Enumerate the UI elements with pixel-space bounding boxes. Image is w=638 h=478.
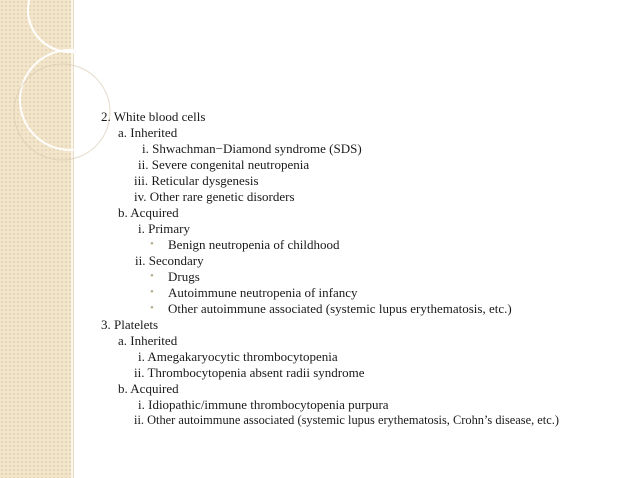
item-secondary: ii. Secondary <box>135 253 204 268</box>
item-white-blood-cells: 2. White blood cells <box>101 109 206 124</box>
item-platelets-acquired: b. Acquired <box>118 381 179 396</box>
bullet-marker: • <box>150 302 154 314</box>
bullet-marker: • <box>150 286 154 298</box>
item-platelets-inherited: a. Inherited <box>118 333 178 348</box>
item-itp: i. Idiopathic/immune thrombocytopenia purpura <box>138 397 389 412</box>
item-tar-syndrome: ii. Thrombocytopenia absent radii syndrome <box>134 365 365 380</box>
item-wbc-acquired: b. Acquired <box>118 205 179 220</box>
item-sds: i. Shwachman−Diamond syndrome (SDS) <box>142 141 362 156</box>
item-other-rare-genetic: iv. Other rare genetic disorders <box>134 189 295 204</box>
item-severe-congenital-neutropenia: ii. Severe congenital neutropenia <box>138 157 310 172</box>
bullet-marker: • <box>150 270 154 282</box>
item-other-autoimmune-crohns: ii. Other autoimmune associated (systemic lupus erythematosis, Crohn’s disease, etc.) <box>134 413 559 427</box>
item-drugs: Drugs <box>168 269 200 284</box>
item-wbc-inherited: a. Inherited <box>118 125 178 140</box>
item-amegakaryocytic: i. Amegakaryocytic thrombocytopenia <box>138 349 338 364</box>
bullet-marker: • <box>150 238 154 250</box>
item-benign-neutropenia: Benign neutropenia of childhood <box>168 237 340 252</box>
item-other-autoimmune-sle: Other autoimmune associated (systemic lupus erythematosis, etc.) <box>168 301 512 316</box>
item-primary: i. Primary <box>138 221 190 236</box>
item-reticular-dysgenesis: iii. Reticular dysgenesis <box>134 173 259 188</box>
item-autoimmune-neutropenia-infancy: Autoimmune neutropenia of infancy <box>168 285 358 300</box>
item-platelets: 3. Platelets <box>101 317 159 332</box>
